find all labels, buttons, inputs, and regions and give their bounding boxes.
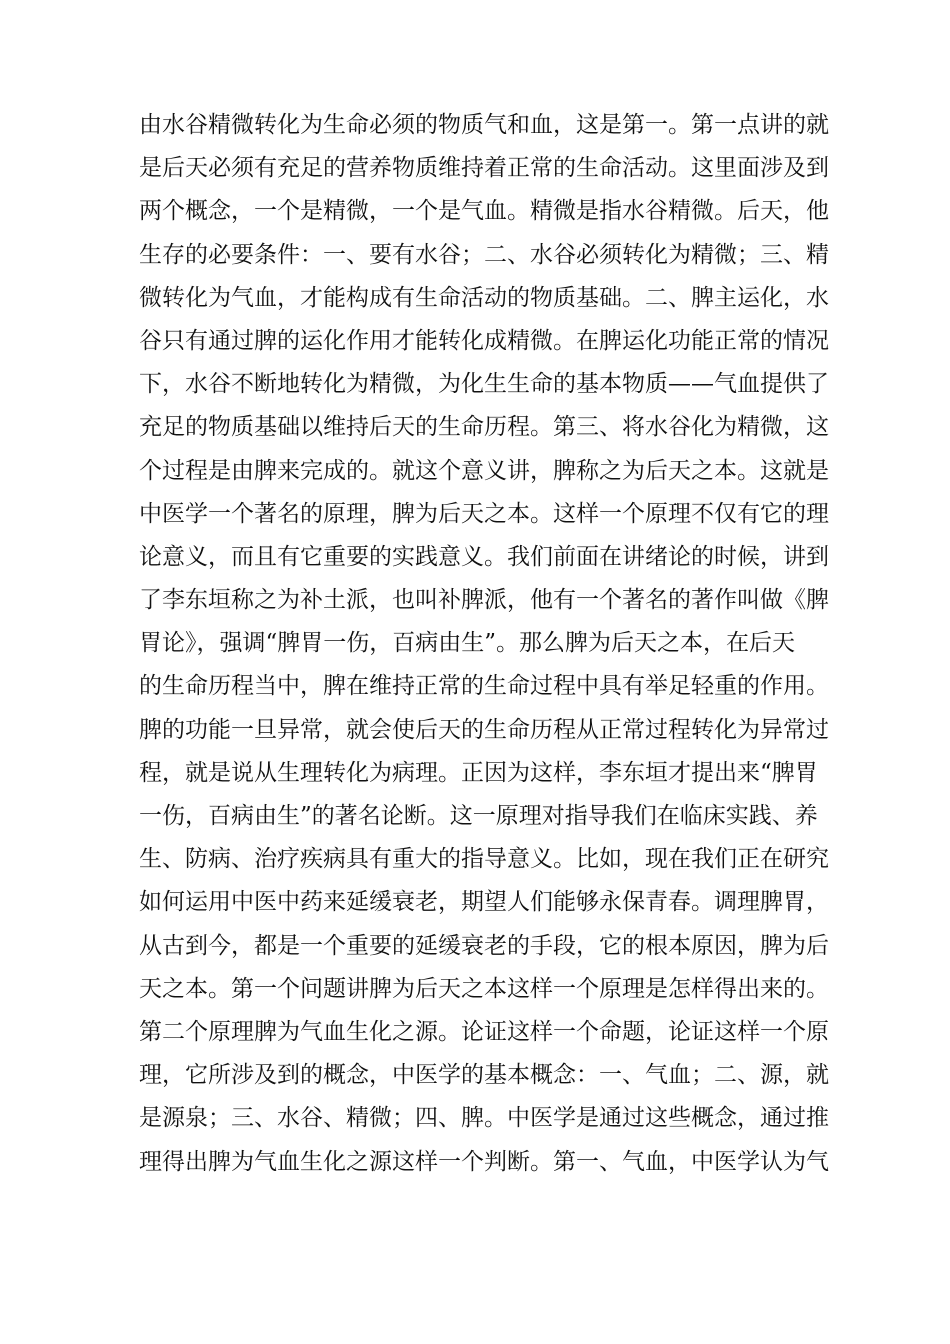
text-line: 生存的必要条件：一、要有水谷；二、水谷必须转化为精微；三、精 xyxy=(139,241,829,268)
text-line: 谷只有通过脾的运化作用才能转化成精微。在脾运化功能正常的情况 xyxy=(139,327,829,354)
text-line: 第二个原理脾为气血生化之源。论证这样一个命题，论证这样一个原 xyxy=(139,1018,829,1045)
text-line: 了李东垣称之为补土派，也叫补脾派，他有一个著名的著作叫做《脾 xyxy=(139,587,829,614)
text-line: 胃论》，强调“脾胃一伤，百病由生”。那么脾为后天之本，在后天 xyxy=(139,630,796,657)
text-line: 理得出脾为气血生化之源这样一个判断。第一、气血，中医学认为气 xyxy=(139,1148,829,1175)
text-line: 生、防病、治疗疾病具有重大的指导意义。比如，现在我们正在研究 xyxy=(139,846,829,873)
text-line: 是后天必须有充足的营养物质维持着正常的生命活动。这里面涉及到 xyxy=(139,155,829,182)
text-line: 由水谷精微转化为生命必须的物质气和血，这是第一。第一点讲的就 xyxy=(139,112,829,138)
text-line: 的生命历程当中，脾在维持正常的生命过程中具有举足轻重的作用。 xyxy=(139,673,829,700)
text-line: 程，就是说从生理转化为病理。正因为这样，李东垣才提出来“脾胃 xyxy=(139,759,818,786)
text-line: 微转化为气血，才能构成有生命活动的物质基础。二、脾主运化，水 xyxy=(139,284,829,311)
text-line: 从古到今，都是一个重要的延缓衰老的手段，它的根本原因，脾为后 xyxy=(139,932,829,959)
text-line: 两个概念，一个是精微，一个是气血。精微是指水谷精微。后天，他 xyxy=(139,198,829,225)
text-line: 脾的功能一旦异常，就会使后天的生命历程从正常过程转化为异常过 xyxy=(139,716,829,743)
text-line: 理，它所涉及到的概念，中医学的基本概念：一、气血；二、源，就 xyxy=(139,1062,829,1089)
text-line: 充足的物质基础以维持后天的生命历程。第三、将水谷化为精微，这 xyxy=(139,414,829,441)
text-line: 是源泉；三、水谷、精微；四、脾。中医学是通过这些概念，通过推 xyxy=(139,1105,829,1132)
text-line: 个过程是由脾来完成的。就这个意义讲，脾称之为后天之本。这就是 xyxy=(139,457,829,484)
text-line: 中医学一个著名的原理，脾为后天之本。这样一个原理不仅有它的理 xyxy=(139,500,829,527)
body-text xyxy=(139,104,839,1184)
text-line: 论意义，而且有它重要的实践意义。我们前面在讲绪论的时候，讲到 xyxy=(139,543,829,570)
text-line: 下，水谷不断地转化为精微，为化生生命的基本物质——气血提供了 xyxy=(139,371,829,398)
text-line: 一伤，百病由生”的著名论断。这一原理对指导我们在临床实践、养 xyxy=(139,803,818,829)
text-line: 如何运用中医中药来延缓衰老，期望人们能够永保青春。调理脾胃， xyxy=(139,889,829,916)
text-line: 天之本。第一个问题讲脾为后天之本这样一个原理是怎样得出来的。 xyxy=(139,975,829,1002)
